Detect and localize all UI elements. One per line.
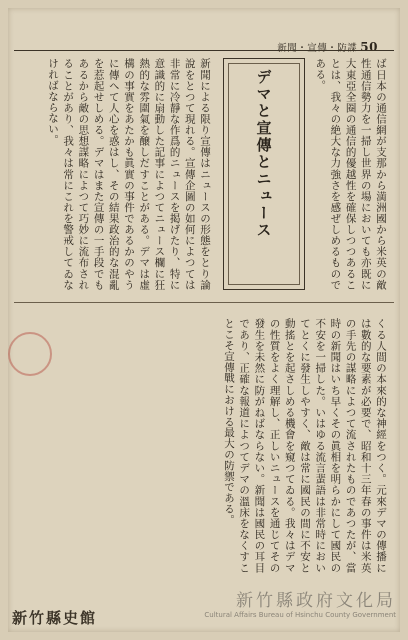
page-number: 50	[360, 40, 378, 54]
header-rule	[14, 50, 394, 51]
body-column-right: ば日本の通信網が支那から満洲國から米英の敵性通信勢力を一掃し世界の場においても亦既に大東亞全圈の通信的優越性を確保しつつあることは、我々の絶大な力強さを感ぜしめるものである。	[314, 58, 387, 290]
library-stamp	[8, 332, 52, 376]
footer-organization	[204, 586, 396, 620]
running-title: 新聞・宣傳・防諜	[277, 43, 358, 54]
footer-org-name: 新竹縣政府文化局	[236, 591, 396, 611]
section-divider	[14, 302, 394, 303]
body-column-lower: くる人間の本來的な神經をつく。元來デマの傳播には數的な要素が必要で、昭和十三年春の事件は米英の手先の謀略によつて流されたものであつたが、當時の新聞はいち早くその眞相を明らかにして國民の不安を一掃した。いはゆる流言蜚語は非常時においてとくに發生しやすく、敵は常に國民の間に不安と動搖とを起さしめる機會を窺つてゐる。我々はデマの性質をよく理解し、正しいニュースを通じてその發生を未然に防がねばならない。新聞は國民の耳目であり、正確な報道によつてデマの溫床をなくすことこそ宣傳戰における最大の防禦である。	[222, 318, 387, 573]
article-heading: デマと宣傳とニュース	[254, 69, 273, 239]
body-column-upper: 新聞による限り宣傳はニュースの形態をとり論說をとつて現れる。宣傳企圖の如何によつては非常に冷靜な作爲的ニュースを掲げたり、特に意識的に扇動した記事によつてニュース欄に狂熱的な雰圍氣を醸しだすことがある。デマは虛構の事實をあたかも眞實の事件であるかのやうに傳へて人心を惑はし、その結果政治的な混亂を惹起せしめる。デマはまた宣傳の一手段でもあるから敵の思想謀略によつて巧妙に流布されることがあり、我々は常にこれを警戒してゐなければならない。	[46, 58, 211, 290]
footer-org-name-en: Cultural Affairs Bureau of Hsinchu County Government	[204, 611, 396, 619]
running-head	[277, 40, 378, 54]
article-heading-box	[223, 58, 305, 290]
footer-archive-label: 新竹縣史館	[12, 609, 98, 627]
